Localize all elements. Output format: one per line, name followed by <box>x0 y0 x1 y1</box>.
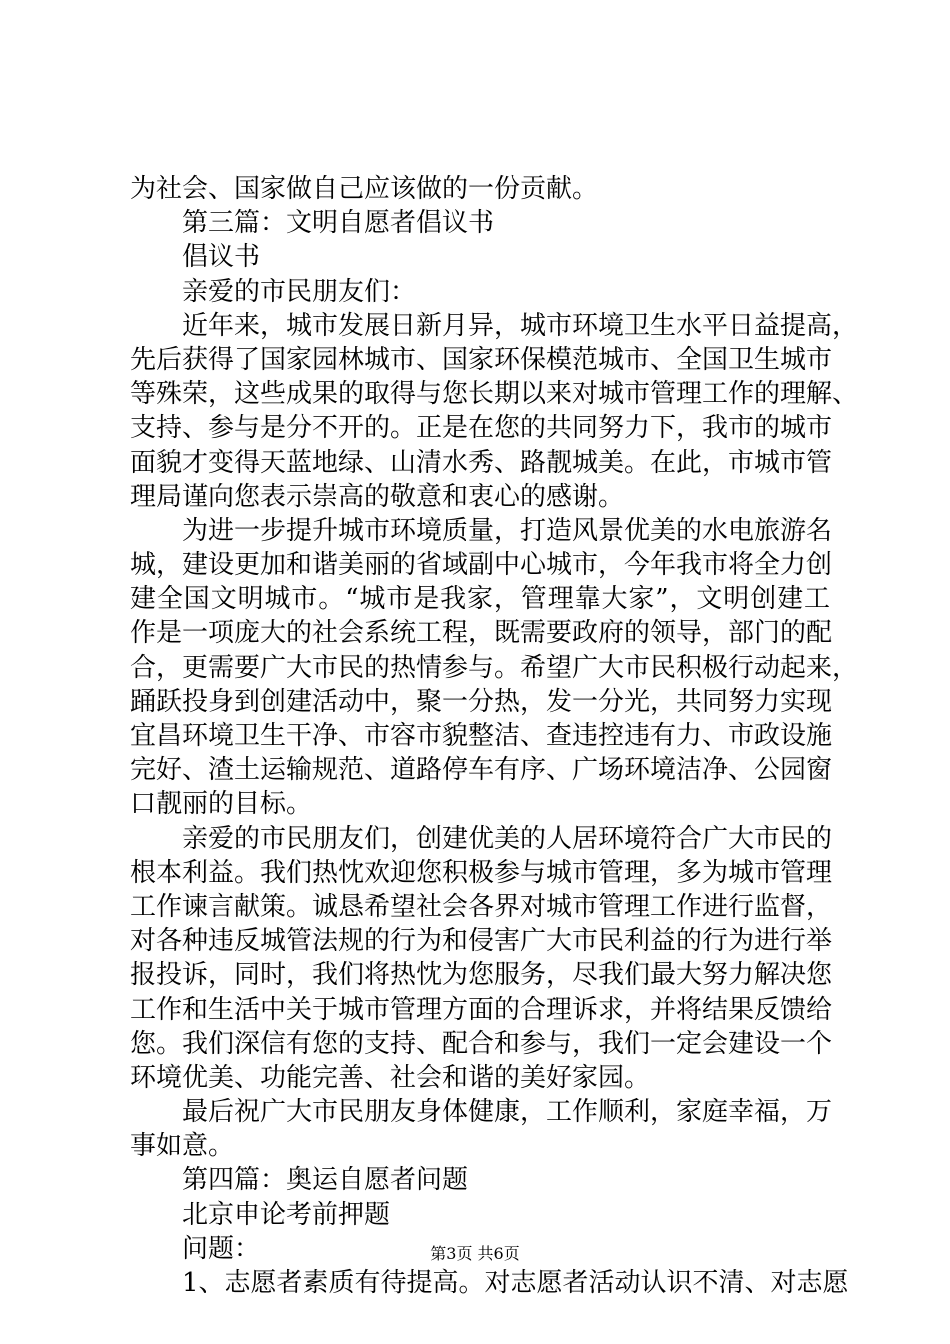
text-line: 完好、渣土运输规范、道路停车有序、广场环境洁净、公园窗 <box>130 755 833 786</box>
text-line: 倡议书 <box>182 242 261 273</box>
text-line: 理局谨向您表示崇高的敬意和衷心的感谢。 <box>130 481 625 512</box>
text-line: 根本利益。我们热忱欢迎您积极参与城市管理，多为城市管理 <box>130 857 833 888</box>
text-line: 最后祝广大市民朋友身体健康，工作顺利，家庭幸福，万 <box>182 1097 833 1128</box>
text-line: 为社会、国家做自己应该做的一份贡献。 <box>130 174 599 204</box>
page-footer: 第3页 共6页 <box>430 1244 520 1263</box>
text-line: 为进一步提升城市环境质量，打造风景优美的水电旅游名 <box>182 515 833 546</box>
text-line: 近年来，城市发展日新月异，城市环境卫生水平日益提高， <box>182 310 859 341</box>
text-line: 第四篇：奥运自愿者问题 <box>182 1165 469 1196</box>
text-line: 建全国文明城市。“城市是我家，管理靠大家”，文明创建工 <box>130 584 830 615</box>
text-line: 亲爱的市民朋友们： <box>182 276 417 307</box>
text-line: 支持、参与是分不开的。正是在您的共同努力下，我市的城市 <box>130 413 833 444</box>
text-line: 工作和生活中关于城市管理方面的合理诉求，并将结果反馈给 <box>130 994 833 1025</box>
document-body <box>130 172 859 1300</box>
text-line: 城，建设更加和谐美丽的省域副中心城市，今年我市将全力创 <box>130 550 833 581</box>
text-line: 环境优美、功能完善、社会和谐的美好家园。 <box>130 1062 651 1093</box>
text-line: 报投诉，同时，我们将热忱为您服务，尽我们最大努力解决您 <box>130 960 833 991</box>
text-line: 对各种违反城管法规的行为和侵害广大市民利益的行为进行举 <box>130 926 833 957</box>
text-line: 宜昌环境卫生干净、市容市貌整洁、查违控违有力、市政设施 <box>130 721 833 751</box>
text-line: 面貌才变得天蓝地绿、山清水秀、路靓城美。在此，市城市管 <box>130 447 833 478</box>
text-line: 1、志愿者素质有待提高。对志愿者活动认识不清、对志愿 <box>182 1268 849 1298</box>
text-line: 合，更需要广大市民的热情参与。希望广大市民积极行动起来， <box>130 652 859 683</box>
text-line: 北京申论考前押题 <box>182 1199 391 1230</box>
text-line: 先后获得了国家园林城市、国家环保模范城市、全国卫生城市 <box>130 344 833 375</box>
text-line: 第三篇：文明自愿者倡议书 <box>182 208 495 239</box>
text-line: 等殊荣，这些成果的取得与您长期以来对城市管理工作的理解、 <box>130 379 859 410</box>
text-line: 事如意。 <box>130 1131 235 1162</box>
text-line: 您。我们深信有您的支持、配合和参与，我们一定会建设一个 <box>130 1028 833 1059</box>
text-line: 亲爱的市民朋友们，创建优美的人居环境符合广大市民的 <box>182 823 833 854</box>
text-line: 作是一项庞大的社会系统工程，既需要政府的领导，部门的配 <box>130 618 833 649</box>
text-line: 踊跃投身到创建活动中，聚一分热，发一分光，共同努力实现 <box>130 686 833 717</box>
text-line: 工作谏言献策。诚恳希望社会各界对城市管理工作进行监督， <box>130 891 833 922</box>
text-line: 问题： <box>182 1233 261 1264</box>
text-line: 口靓丽的目标。 <box>130 789 313 820</box>
